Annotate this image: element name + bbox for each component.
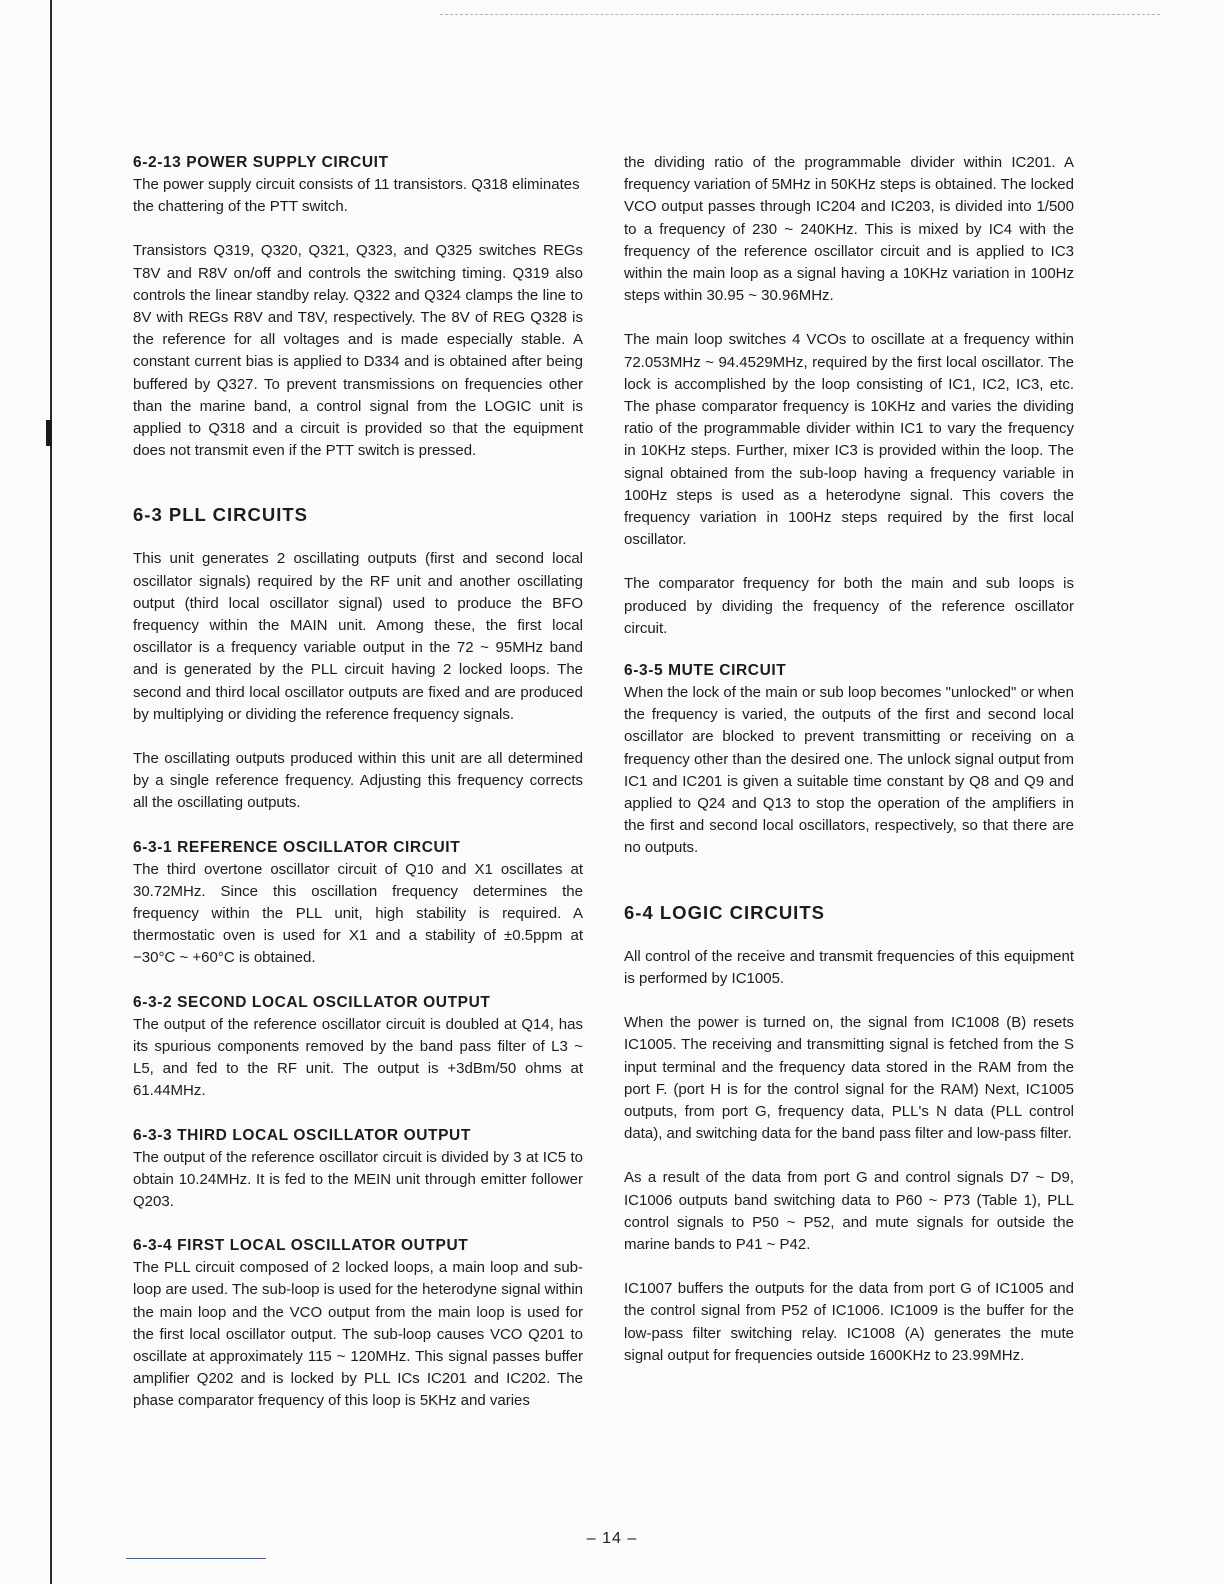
- paragraph: The output of the reference oscillator circuit is doubled at Q14, has its spurious components removed by the band pass filter of L3 ~ L5, and fed to the RF unit. The output is +3dBm/50 ohms at 61.44MHz.: [133, 1015, 583, 1100]
- scan-artifact-line: [440, 14, 1160, 15]
- paragraph: The output of the reference oscillator circuit is divided by 3 at IC5 to obtain 10.24MHz. It is fed to the MEIN unit through emitter follower Q203.: [133, 1148, 583, 1210]
- paragraph: the dividing ratio of the programmable divider within IC201. A frequency variation of 5MHz in 50KHz steps is obtained. The locked VCO output passes through IC204 and IC203, is divided into 1/500 to a frequency of 230 ~ 240KHz. This is mixed by IC4 with the frequency of the reference oscillator circuit and is applied to IC3 within the main loop as a signal having a 10KHz variation in 100Hz steps within 30.95 ~ 30.96MHz.: [624, 154, 1074, 305]
- section-heading-6-2-13: 6-2-13 POWER SUPPLY CIRCUIT: [133, 154, 389, 171]
- section-heading-6-3-5: 6-3-5 MUTE CIRCUIT: [624, 662, 787, 680]
- binder-edge-line: [50, 0, 52, 1584]
- section-heading-6-3-1: 6-3-1 REFERENCE OSCILLATOR CIRCUIT: [133, 838, 461, 856]
- paragraph: The power supply circuit consists of 11 transistors. Q318 eliminates the chattering of the PTT switch.: [133, 176, 580, 216]
- paragraph: When the lock of the main or sub loop becomes "unlocked" or when the frequency is varied, the outputs of the first and second local oscillator are blocked to prevent transmitting or receiving on a frequency other than the desired one. The unlock signal output from IC1 and IC201 is given a suitable time constant by Q8 and Q9 and applied to Q24 and Q13 to stop the operation of the amplifiers in the first and second local oscillators, respectively, so that there are no outputs.: [624, 684, 1075, 857]
- paragraph: The main loop switches 4 VCOs to oscillate at a frequency within 72.053MHz ~ 94.4529MHz, required by the first local oscillator. The lock is accomplished by the loop consisting of IC1, IC2, IC3, etc. The phase comparator frequency is 10KHz and varies the dividing ratio of the programmable divider within IC1 to vary the frequency in 10KHz steps. Further, mixer IC3 is provided within the loop. The signal obtained from the sub-loop having a frequency variable in 100Hz steps is used as a heterodyne signal. This covers the frequency variation in 100Hz steps required by the first local oscillator.: [624, 331, 1074, 549]
- paragraph: The third overtone oscillator circuit of Q10 and X1 oscillates at 30.72MHz. Since this oscillation frequency determines the frequency within the PLL unit, high stability is required. A thermostatic oven is used for X1 and a stability of ±0.5ppm at −30°C ~ +60°C is obtained.: [133, 860, 583, 967]
- section-heading-6-3: 6-3 PLL CIRCUITS: [133, 504, 308, 526]
- section-heading-6-3-2: 6-3-2 SECOND LOCAL OSCILLATOR OUTPUT: [133, 993, 491, 1011]
- paragraph: Transistors Q319, Q320, Q321, Q323, and Q325 switches REGs T8V and R8V on/off and controls the switching timing. Q319 also controls the linear standby relay. Q322 and Q324 clamps the line to 8V with REGs R8V and T8V, respectively. The 8V of REG Q328 is the reference for all voltages and is made especially stable. A constant current bias is applied to D334 and is obtained after being buffered by Q327. To prevent transmissions on frequencies other than the marine band, a control signal from the LOGIC unit is applied to Q318 and a circuit is provided so that the equipment does not transmit even if the PTT switch is pressed.: [133, 242, 583, 460]
- section-heading-6-4: 6-4 LOGIC CIRCUITS: [624, 901, 825, 923]
- left-column: [133, 152, 583, 1413]
- binder-mark: [46, 420, 52, 446]
- section-heading-6-3-3: 6-3-3 THIRD LOCAL OSCILLATOR OUTPUT: [133, 1126, 471, 1144]
- paragraph: The PLL circuit composed of 2 locked loops, a main loop and sub-loop are used. The sub-loop is used for the heterodyne signal within the main loop and the VCO output from the main loop is used for the first local oscillator output. The sub-loop causes VCO Q201 to oscillate at approximately 115 ~ 120MHz. This signal passes buffer amplifier Q202 and is locked by PLL ICs IC201 and IC202. The phase comparator frequency of this loop is 5KHz and varies: [133, 1259, 584, 1410]
- paragraph: All control of the receive and transmit frequencies of this equipment is performed by IC1005.: [624, 947, 1074, 987]
- paragraph: As a result of the data from port G and control signals D7 ~ D9, IC1006 outputs band switching data to P60 ~ P73 (Table 1), PLL control signals to P50 ~ P52, and mute signals for outside the marine bands to P41 ~ P42.: [624, 1169, 1074, 1253]
- paragraph: IC1007 buffers the outputs for the data from port G of IC1005 and the control signal from P52 of IC1006. IC1009 is the buffer for the low-pass filter switching relay. IC1008 (A) generates the mute signal output for frequencies outside 1600KHz to 23.99MHz.: [624, 1280, 1074, 1364]
- right-column: [624, 152, 1074, 1367]
- paragraph: The oscillating outputs produced within this unit are all determined by a single reference frequency. Adjusting this frequency corrects all the oscillating outputs.: [133, 750, 583, 812]
- page-number: – 14 –: [586, 1530, 638, 1547]
- paragraph: The comparator frequency for both the main and sub loops is produced by dividing the frequency of the reference oscillator circuit.: [624, 575, 1074, 637]
- paragraph: When the power is turned on, the signal from IC1008 (B) resets IC1005. The receiving and transmitting signal is fetched from the S input terminal and the frequency data stored in the RAM from the port F. (port H is for the control signal for the RAM) Next, IC1005 outputs, from port G, frequency data, PLL's N data (PLL control data), and switching data for the band pass filter and low-pass filter.: [624, 1014, 1074, 1143]
- scan-artifact-underline: [126, 1558, 266, 1559]
- section-heading-6-3-4: 6-3-4 FIRST LOCAL OSCILLATOR OUTPUT: [133, 1237, 469, 1255]
- paragraph: This unit generates 2 oscillating outputs (first and second local oscillator signals) required by the RF unit and another oscillating output (third local oscillator signal) used to produce the BFO frequency within the MAIN unit. Among these, the first local oscillator is a frequency variable output in the 72 ~ 95MHz band and is generated by the PLL circuit having 2 locked loops. The second and third local oscillator outputs are fixed and are produced by multiplying or dividing the reference frequency signals.: [133, 550, 583, 723]
